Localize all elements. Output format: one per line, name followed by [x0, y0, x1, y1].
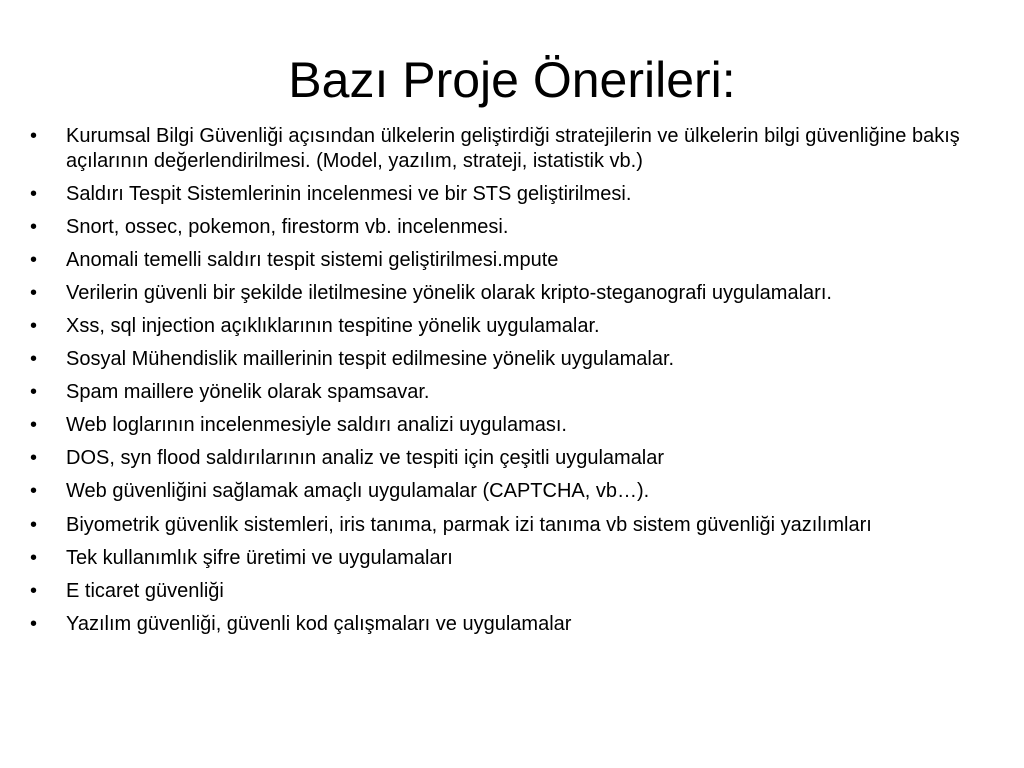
bullet-item — [28, 380, 1004, 405]
bullet-item — [28, 446, 1004, 471]
bullet-item — [28, 479, 1004, 504]
bullet-dot-icon: • — [30, 612, 38, 635]
bullet-text: Anomali temelli saldırı tespit sistemi geliştirilmesi.mpute — [66, 248, 559, 271]
bullet-dot-icon: • — [30, 281, 38, 304]
bullet-dot-icon: • — [30, 248, 38, 271]
bullet-item — [28, 579, 1004, 604]
bullet-text: Snort, ossec, pokemon, firestorm vb. incelenmesi. — [66, 215, 509, 238]
bullet-text: Kurumsal Bilgi Güvenliği açısından ülkelerin geliştirdiği stratejilerin ve ülkelerin bilgi güvenliğine bakış açılarının değerlendirilmesi. (Model, yazılım, strateji, istatistik vb.) — [66, 125, 960, 172]
bullet-dot-icon: • — [30, 447, 38, 470]
bullet-text: Web loglarının incelenmesiyle saldırı analizi uygulaması. — [66, 414, 567, 437]
bullet-text: Yazılım güvenliği, güvenli kod çalışmaları ve uygulamalar — [66, 612, 572, 635]
bullet-text: Tek kullanımlık şifre üretimi ve uygulamaları — [66, 546, 453, 569]
bullet-item — [28, 513, 1004, 538]
bullet-text: Sosyal Mühendislik maillerinin tespit edilmesine yönelik uygulamalar. — [66, 348, 675, 371]
bullet-dot-icon: • — [30, 125, 38, 147]
bullet-text: Web güvenliğini sağlamak amaçlı uygulamalar (CAPTCHA, vb…). — [66, 480, 650, 503]
bullet-dot-icon: • — [30, 513, 38, 536]
bullet-item — [28, 215, 1004, 240]
bullet-dot-icon: • — [30, 215, 38, 238]
bullet-text: Xss, sql injection açıklıklarının tespitine yönelik uygulamalar. — [66, 314, 600, 337]
bullet-text: Biyometrik güvenlik sistemleri, iris tanıma, parmak izi tanıma vb sistem güvenliği yazılımları — [66, 513, 872, 536]
bullet-text: DOS, syn flood saldırılarının analiz ve tespiti için çeşitli uygulamalar — [66, 447, 665, 470]
bullet-dot-icon: • — [30, 182, 38, 205]
bullet-item — [28, 546, 1004, 571]
bullet-list — [28, 124, 1004, 645]
bullet-dot-icon: • — [30, 414, 38, 437]
bullet-dot-icon: • — [30, 348, 38, 371]
bullet-text: Verilerin güvenli bir şekilde iletilmesine yönelik olarak kripto-steganografi uygulamaları. — [66, 281, 832, 304]
bullet-dot-icon: • — [30, 480, 38, 503]
bullet-item — [28, 347, 1004, 372]
bullet-dot-icon: • — [30, 546, 38, 569]
bullet-dot-icon: • — [30, 381, 38, 404]
bullet-item — [28, 314, 1004, 339]
bullet-item — [28, 281, 1004, 306]
bullet-text: E ticaret güvenliği — [66, 579, 224, 602]
bullet-item — [28, 413, 1004, 438]
bullet-dot-icon: • — [30, 579, 38, 602]
slide-title: Bazı Proje Önerileri: — [288, 52, 736, 108]
bullet-text: Spam maillere yönelik olarak spamsavar. — [66, 381, 430, 404]
bullet-text: Saldırı Tespit Sistemlerinin incelenmesi ve bir STS geliştirilmesi. — [66, 182, 632, 205]
bullet-item — [28, 182, 1004, 207]
bullet-item — [28, 124, 1004, 173]
bullet-dot-icon: • — [30, 314, 38, 337]
bullet-item — [28, 248, 1004, 273]
bullet-item — [28, 612, 1004, 637]
